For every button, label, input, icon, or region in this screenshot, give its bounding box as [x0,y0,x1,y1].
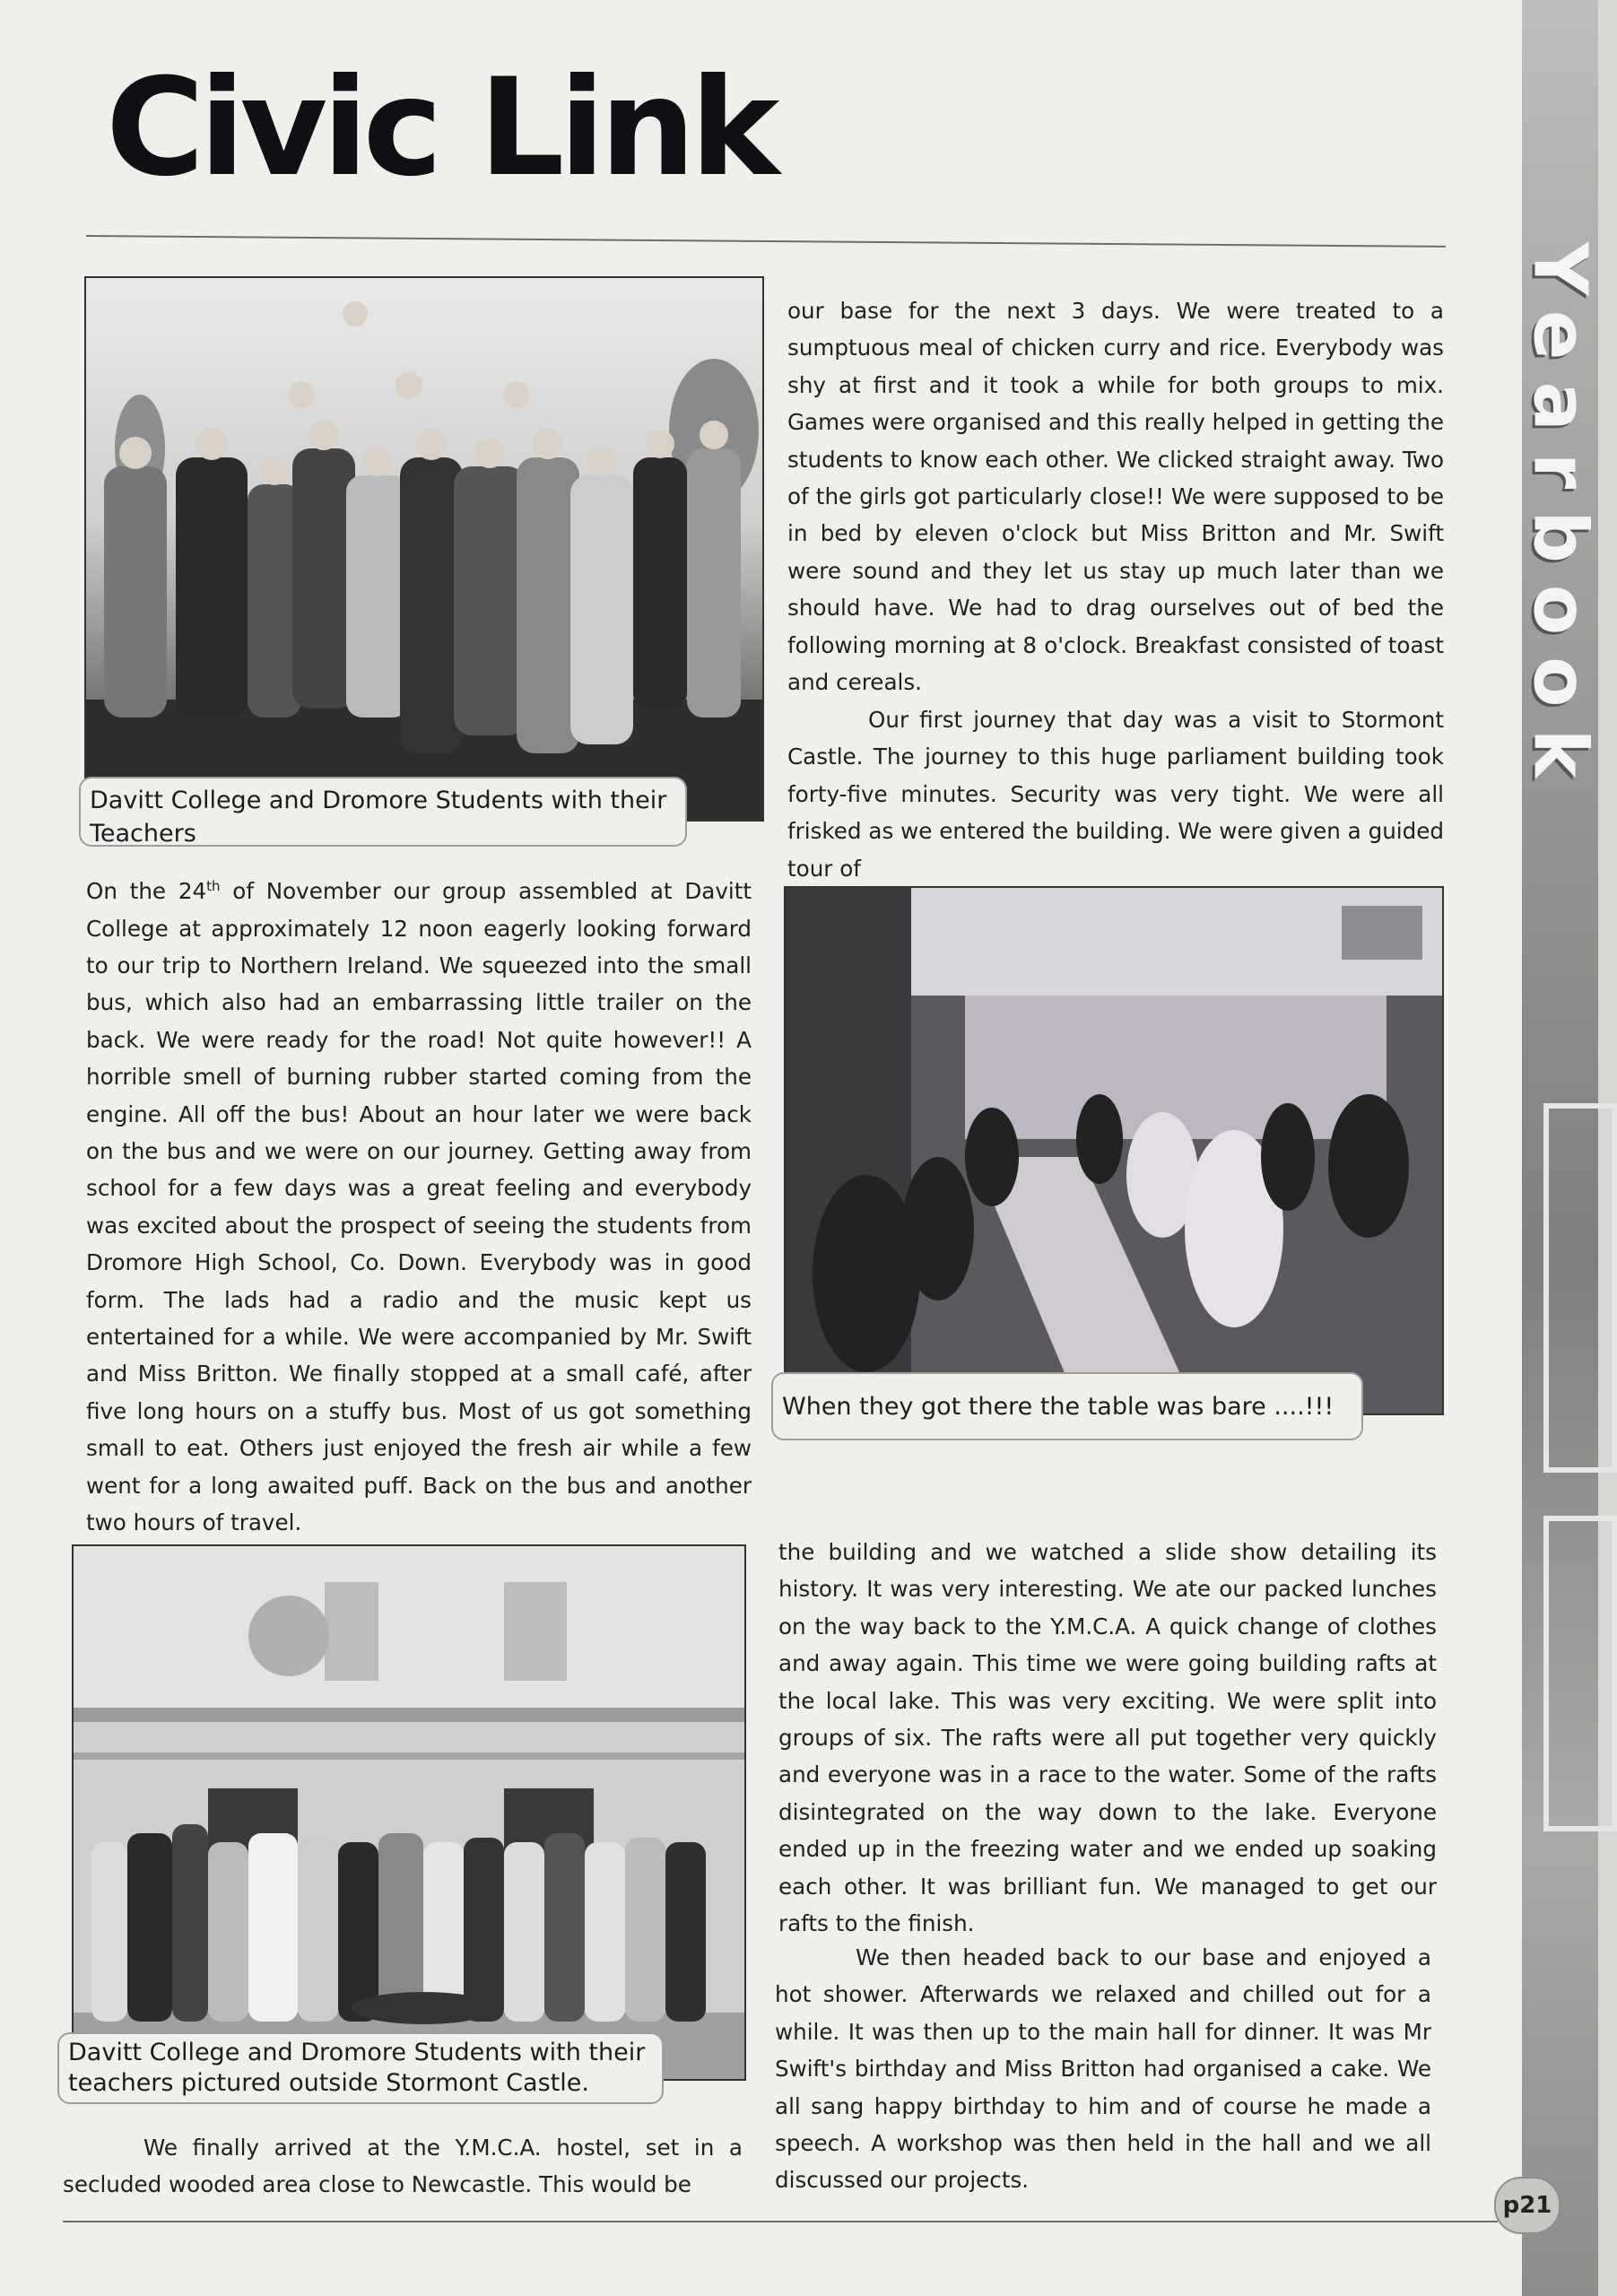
page-title: Civic Link [106,50,775,206]
article-left-column-2: We finally arrived at the Y.M.C.A. hostel, set in a secluded wooded area close to Newcastle. This would be [63,2135,743,2198]
dining-hall-photo-image [786,888,1442,1413]
group-photo-1 [84,276,764,822]
article-right-column-2b: We then headed back to our base and enjoyed a hot shower. Afterwards we relaxed and chilled out for a while. It was then up to the main hall for dinner. It was Mr Swift's birthday and Miss Britton had organised a cake. We all sang happy birthday to him and of course he made a speech. A workshop was then held in the hall and we all discussed our projects. [775,1944,1431,2194]
photo-2-caption: When they got there the table was bare ....!!! [771,1372,1363,1440]
dining-hall-photo [784,886,1444,1415]
strip-decoration-top [1543,1103,1617,1473]
article-right-column-1b: Our first journey that day was a visit to Stormont Castle. The journey to this huge parliament building took forty-five minutes. Security was very tight. We were all frisked as we entered the building. We were given a guided tour of [787,707,1444,882]
yearbook-side-strip [1517,0,1603,2296]
page-number: p21 [1494,2177,1560,2234]
photo-3-caption: Davitt College and Dromore Students with their teachers pictured outside Stormont Castle. [57,2032,664,2104]
title-rule [86,235,1446,248]
yearbook-side-word: Yearbook [1517,242,1603,800]
strip-decoration-bottom [1543,1516,1617,1831]
stormont-group-photo [72,1544,746,2081]
article-left-column-1-text: of November our group assembled at Davitt College at approximately 12 noon eagerly looking forward to our trip to Northern Ireland. We squeezed into the small bus, which also had an embarrassing little trailer on the back. We were ready for the road! Not quite however!! A horrible smell of burning rubber started coming from the engine. All off the bus! About an hour later we were back on the bus and we were on our journey. Getting away from school for a few days was a great feeling and everybody was excited about the prospect of seeing the students from Dromore High School, Co. Down. Everybody was in good form. The lads had a radio and the music kept us entertained for a while. We were accompanied by Mr. Swift and Miss Britton. We finally stopped at a small café, after five long hours on a stuffy bus. Most of us got something small to eat. Others just enjoyed the fresh air while a few went for a long awaited puff. Back on the bus and another two hours of travel. [86,878,752,1536]
article-right-column-1a: our base for the next 3 days. We were treated to a sumptuous meal of chicken curry and rice. Everybody was shy at first and it took a while for both groups to mix. Games were organised and this really helped in getting the students to know each other. We clicked straight away. Two of the girls got particularly close!! We were supposed to be in bed by eleven o'clock but Miss Britton and Mr. Swift were sound and they let us stay up much later than we should have. We had to drag ourselves out of bed the following morning at 8 o'clock. Breakfast consisted of toast and cereals. [787,298,1444,696]
article-right-column-2a: the building and we watched a slide show detailing its history. It was very interesting. We ate our packed lunches on the way back to the Y.M.C.A. A quick change of clothes and away again. This time we were going building rafts at the local lake. This was very exciting. We were split into groups of six. The rafts were all put together very quickly and everyone was in a race to the water. Some of the rafts disintegrated on the way down to the lake. Everyone ended up in the freezing water and we ended up soaking each other. It was brilliant fun. We managed to get our rafts to the finish. [778,1539,1437,1937]
stormont-group-photo-image [74,1546,744,2079]
photo-1-caption: Davitt College and Dromore Students with their Teachers [79,777,687,847]
show-through-text [825,90,842,152]
footer-rule [63,2221,1498,2222]
group-photo-1-image [86,278,762,820]
article-left-column-1: On the 24th of November our group assembled at Davitt College at approximately 12 noon eagerly looking forward to our trip to Northern Ireland. We squeezed into the small bus, which also had an embarrassing little trailer on the back. We were ready for the road! Not quite however!! A horrible smell of burning rubber started coming from the engine. All off the bus! About an hour later we were back on the bus and we were on our journey. Getting away from school for a few days was a great feeling and everybody was excited about the prospect of seeing the students from Dromore High School, Co. Down. Everybody was in good form. The lads had a radio and the music kept us entertained for a while. We were accompanied by Mr. Swift and Miss Britton. We finally stopped at a small café, after five long hours on a stuffy bus. Most of us got something small to eat. Others just enjoyed the fresh air while a few went for a long awaited puff. Back on the bus and another two hours of travel. [86,878,752,1536]
